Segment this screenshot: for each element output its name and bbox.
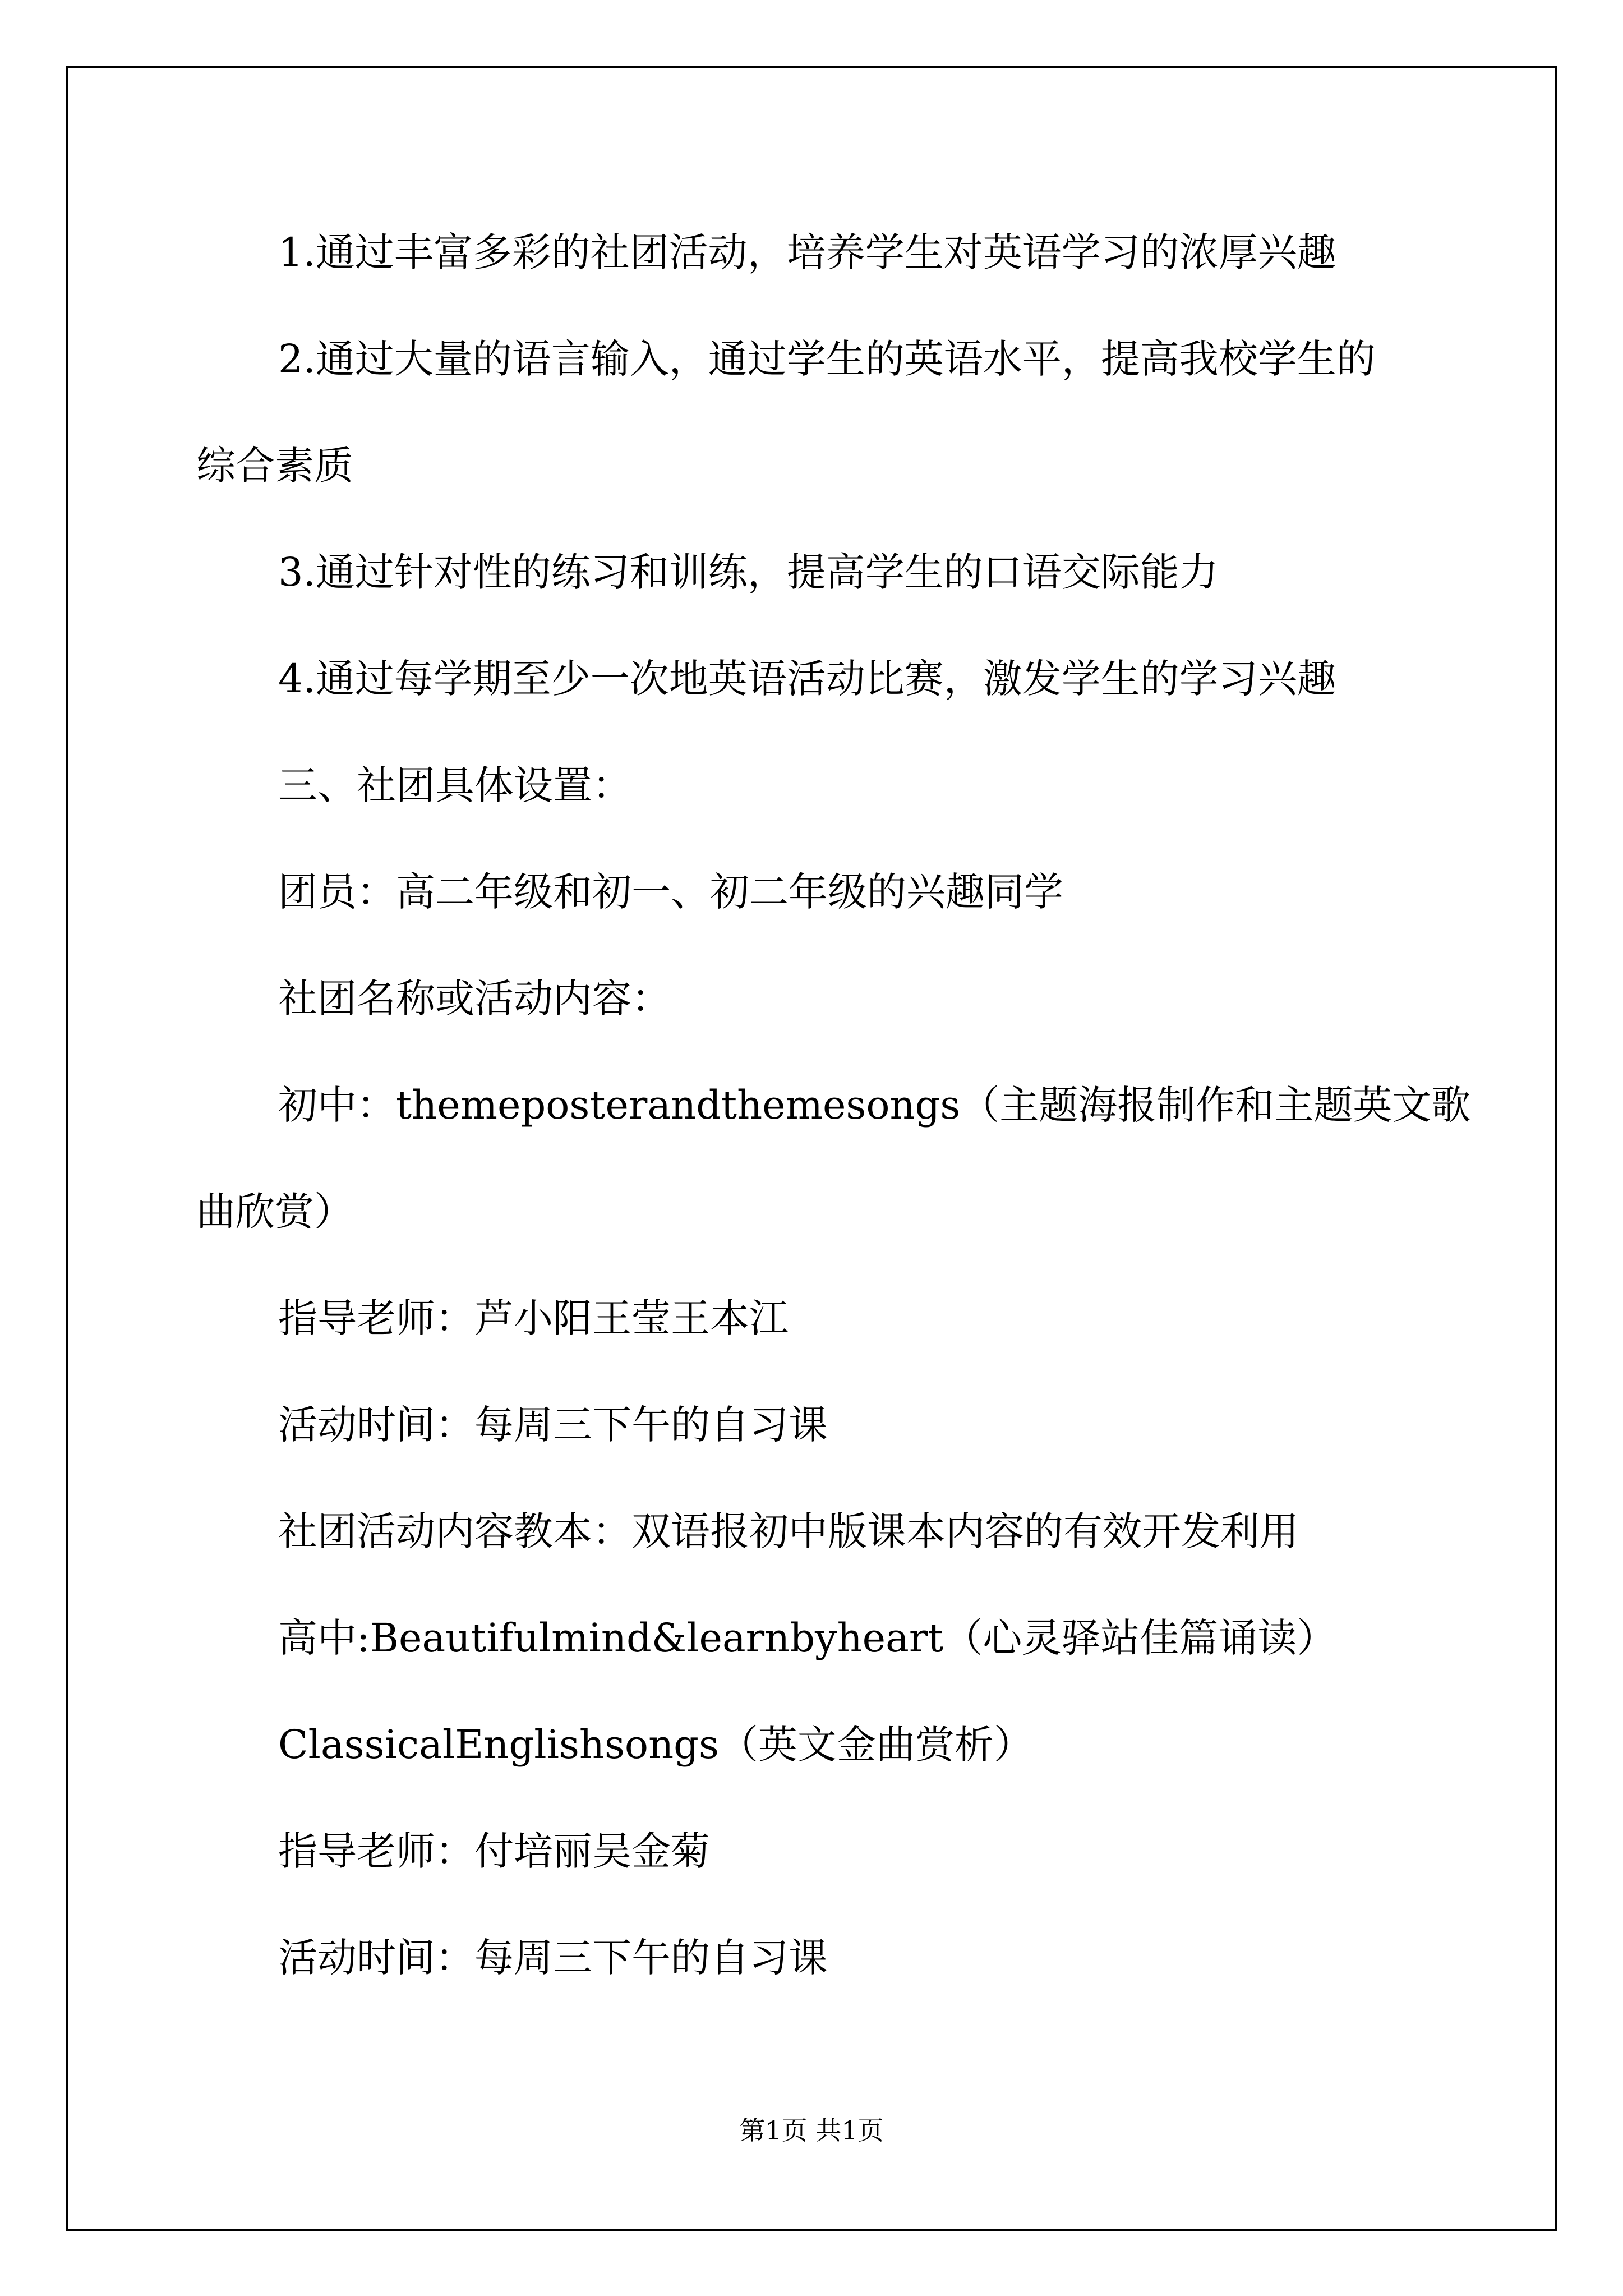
paragraph-goal-1: 1.通过丰富多彩的社团活动，培养学生对英语学习的浓厚兴趣 [278,229,1336,275]
paragraph-goal-2: 2.通过大量的语言输入，通过学生的英语水平，提高我校学生的 [278,336,1376,382]
paragraph-senior-teachers: 指导老师：付培丽吴金菊 [278,1828,710,1874]
page-footer: 第1页 共1页 [739,2115,884,2146]
paragraph-junior-teachers: 指导老师：芦小阳王莹王本江 [278,1295,789,1341]
paragraph-members: 团员：高二年级和初一、初二年级的兴趣同学 [278,869,1063,915]
paragraph-goal-2-continued: 综合素质 [196,443,353,489]
page-border [66,66,1557,2231]
paragraph-junior-textbook: 社团活动内容教本：双语报初中版课本内容的有效开发利用 [278,1508,1299,1554]
paragraph-junior-high: 初中：themeposterandthemesongs（主题海报制作和主题英文歌 [278,1082,1471,1128]
paragraph-senior-time: 活动时间：每周三下午的自习课 [278,1935,828,1981]
paragraph-goal-3: 3.通过针对性的练习和训练，提高学生的口语交际能力 [278,549,1219,595]
section-heading-setup: 三、社团具体设置： [278,762,631,808]
paragraph-senior-songs: ClassicalEnglishsongs（英文金曲赏析） [278,1722,1033,1768]
paragraph-junior-time: 活动时间：每周三下午的自习课 [278,1402,828,1448]
paragraph-club-name-label: 社团名称或活动内容： [278,976,671,1022]
paragraph-junior-high-continued: 曲欣赏） [196,1189,353,1235]
paragraph-goal-4: 4.通过每学期至少一次地英语活动比赛，激发学生的学习兴趣 [278,656,1336,702]
paragraph-senior-high: 高中:Beautifulmind&learnbyheart（心灵驿站佳篇诵读） [278,1615,1336,1661]
